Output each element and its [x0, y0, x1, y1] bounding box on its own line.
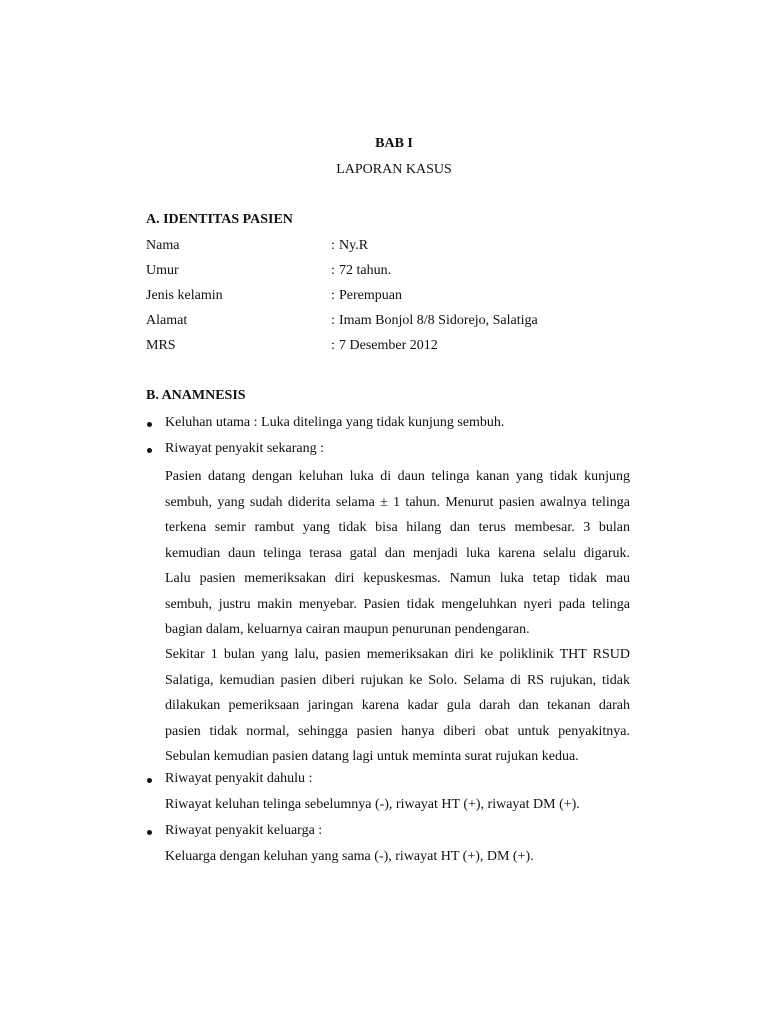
paragraph-line: Pasien datang dengan keluhan luka di daun telinga kanan yang tidak kunjung — [165, 469, 630, 484]
paragraph-line: bagian dalam, keluarnya cairan maupun penurunan pendengaran. — [165, 622, 530, 637]
identity-label: Alamat — [146, 313, 188, 328]
paragraph-line: dilakukan pemeriksaan jaringan karena kadar gula darah dan tekanan darah — [165, 698, 630, 713]
paragraph-line: terkena semir rambut yang tidak bisa hilang dan terus membesar. 3 bulan — [165, 520, 630, 535]
identity-label: MRS — [146, 338, 176, 353]
identity-colon: : — [331, 238, 335, 253]
rpk-text: Keluarga dengan keluhan yang sama (-), riwayat HT (+), DM (+). — [165, 849, 534, 864]
identity-value: Ny.R — [339, 238, 369, 253]
identity-label: Jenis kelamin — [146, 288, 223, 303]
rpd-label: Riwayat penyakit dahulu : — [165, 771, 313, 786]
paragraph-line: Salatiga, kemudian pasien diberi rujukan ke Solo. Selama di RS rujukan, tidak — [165, 672, 630, 688]
rps-paragraph-2 — [165, 642, 630, 770]
bullet-icon — [147, 830, 152, 835]
paragraph-line: pasien tidak normal, sehingga pasien hanya diberi obat untuk penyakitnya. — [165, 723, 630, 739]
identity-colon: : — [331, 338, 335, 353]
rpd-text: Riwayat keluhan telinga sebelumnya (-), riwayat HT (+), riwayat DM (+). — [165, 797, 580, 812]
identity-row-nama — [146, 238, 626, 258]
chapter-title: BAB I — [375, 136, 413, 151]
identity-colon: : — [331, 263, 335, 278]
identity-row-umur — [146, 263, 626, 283]
rps-paragraph-1 — [165, 464, 630, 643]
identity-label: Nama — [146, 238, 180, 253]
identity-colon: : — [331, 313, 335, 328]
section-a-heading: A. IDENTITAS PASIEN — [146, 212, 293, 227]
rps-label: Riwayat penyakit sekarang : — [165, 441, 325, 456]
bullet-icon — [147, 448, 152, 453]
identity-row-mrs — [146, 338, 626, 358]
paragraph-line: Sebulan kemudian pasien datang lagi untuk meminta surat rujukan kedua. — [165, 749, 579, 764]
paragraph-line: kemudian daun telinga terasa gatal dan menjadi luka karena selalu digaruk. — [165, 545, 630, 561]
paragraph-line: sembuh, justru makin menyebar. Pasien tidak mengeluhkan nyeri pada telinga — [165, 596, 630, 612]
identity-colon: : — [331, 288, 335, 303]
paragraph-line: Sekitar 1 bulan yang lalu, pasien memeriksakan diri ke poliklinik THT RSUD — [165, 647, 630, 662]
identity-row-alamat — [146, 313, 626, 333]
keluhan-utama: Keluhan utama : Luka ditelinga yang tidak kunjung sembuh. — [165, 415, 505, 430]
identity-value: 7 Desember 2012 — [339, 338, 438, 353]
identity-value: 72 tahun. — [339, 263, 392, 278]
bullet-icon — [147, 422, 152, 427]
section-b-heading: B. ANAMNESIS — [146, 388, 246, 403]
rpk-label: Riwayat penyakit keluarga : — [165, 823, 323, 838]
chapter-subtitle: LAPORAN KASUS — [336, 162, 452, 177]
identity-label: Umur — [146, 263, 179, 278]
paragraph-line: sembuh, yang sudah diderita selama ± 1 tahun. Menurut pasien awalnya telinga — [165, 494, 630, 510]
identity-value: Imam Bonjol 8/8 Sidorejo, Salatiga — [339, 313, 538, 328]
bullet-icon — [147, 778, 152, 783]
identity-row-jenis-kelamin — [146, 288, 626, 308]
identity-value: Perempuan — [339, 288, 402, 303]
paragraph-line: Lalu pasien memeriksakan diri kepuskesmas. Namun luka tetap tidak mau — [165, 571, 630, 586]
